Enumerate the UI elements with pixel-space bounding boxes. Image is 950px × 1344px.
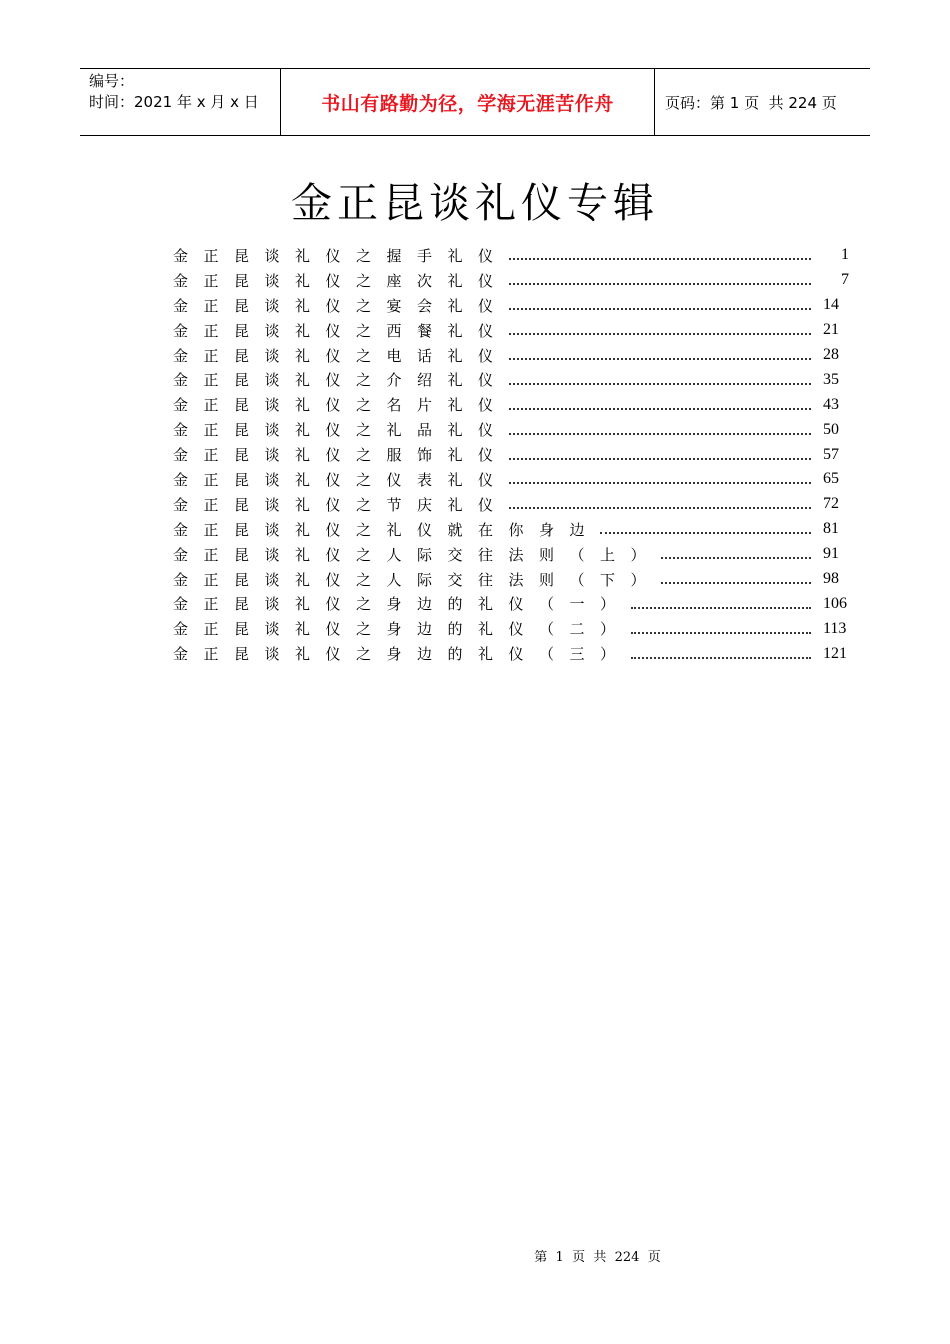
toc-entry-title: 金正昆谈礼仪之名片礼仪 <box>173 396 509 415</box>
toc-leader-dots <box>509 506 811 509</box>
toc-entry[interactable] <box>173 442 863 467</box>
toc-entry-page: 43 <box>823 395 839 413</box>
document-number-label: 编号： <box>89 72 135 90</box>
header-motto-cell <box>281 69 655 135</box>
toc-entry-page: 81 <box>823 520 839 538</box>
toc-entry-title: 金正昆谈礼仪之宴会礼仪 <box>173 296 509 315</box>
toc-leader-dots <box>509 457 811 460</box>
toc-entry[interactable] <box>173 467 863 492</box>
toc-entry-title: 金正昆谈礼仪之握手礼仪 <box>173 246 509 265</box>
toc-entry-page: 98 <box>823 570 839 588</box>
toc-entry-page: 72 <box>823 495 839 513</box>
toc-leader-dots <box>509 432 811 435</box>
table-of-contents <box>173 243 863 666</box>
toc-leader-dots <box>509 407 811 410</box>
toc-leader-dots <box>661 581 811 584</box>
toc-entry-title: 金正昆谈礼仪之礼品礼仪 <box>173 421 509 440</box>
toc-leader-dots <box>661 556 811 559</box>
toc-entry-title: 金正昆谈礼仪之礼仪就在你身边 <box>173 520 601 539</box>
toc-entry-title: 金正昆谈礼仪之人际交往法则（下） <box>173 570 662 589</box>
toc-entry-title: 金正昆谈礼仪之座次礼仪 <box>173 271 509 290</box>
toc-entry[interactable] <box>173 343 863 368</box>
toc-leader-dots <box>631 606 811 609</box>
toc-entry-title: 金正昆谈礼仪之人际交往法则（上） <box>173 545 662 564</box>
toc-entry-page: 65 <box>823 470 839 488</box>
toc-entry[interactable] <box>173 591 863 616</box>
toc-leader-dots <box>631 656 811 659</box>
page-footer: 第 1 页 共 224 页 <box>534 1250 661 1265</box>
toc-leader-dots <box>509 307 811 310</box>
toc-leader-dots <box>509 357 811 360</box>
toc-entry-page: 91 <box>823 545 839 563</box>
toc-entry[interactable] <box>173 318 863 343</box>
toc-leader-dots <box>631 631 811 634</box>
toc-entry[interactable] <box>173 517 863 542</box>
toc-entry-title: 金正昆谈礼仪之仪表礼仪 <box>173 470 509 489</box>
toc-entry[interactable] <box>173 417 863 442</box>
toc-entry-title: 金正昆谈礼仪之西餐礼仪 <box>173 321 509 340</box>
toc-entry-page: 1 <box>841 246 849 264</box>
toc-entry[interactable] <box>173 243 863 268</box>
toc-entry-page: 28 <box>823 346 839 363</box>
toc-entry[interactable] <box>173 542 863 567</box>
toc-entry-page: 50 <box>823 420 839 438</box>
header-meta <box>80 69 281 135</box>
toc-entry-title: 金正昆谈礼仪之服饰礼仪 <box>173 446 509 465</box>
toc-entry-title: 金正昆谈礼仪之电话礼仪 <box>173 346 509 365</box>
toc-entry-title: 金正昆谈礼仪之介绍礼仪 <box>173 371 509 390</box>
toc-leader-dots <box>509 332 811 335</box>
toc-entry-page: 57 <box>823 445 839 463</box>
toc-entry-page: 21 <box>823 321 839 339</box>
toc-entry[interactable] <box>173 641 863 666</box>
toc-entry-page: 7 <box>841 271 849 289</box>
toc-entry-page: 14 <box>823 296 839 314</box>
toc-leader-dots <box>509 282 811 285</box>
toc-entry-page: 113 <box>823 619 847 637</box>
toc-entry-title: 金正昆谈礼仪之身边的礼仪（一） <box>173 595 631 614</box>
toc-entry-page: 121 <box>823 644 847 662</box>
toc-entry[interactable] <box>173 392 863 417</box>
toc-leader-dots <box>509 382 811 385</box>
toc-entry[interactable] <box>173 367 863 392</box>
header-page-info: 页码：第 1 页 共 224 页 <box>665 93 837 112</box>
toc-entry[interactable] <box>173 268 863 293</box>
toc-entry-page: 35 <box>823 370 839 388</box>
toc-entry-title: 金正昆谈礼仪之身边的礼仪（二） <box>173 620 631 639</box>
document-header <box>80 68 870 136</box>
header-motto: 书山有路勤为径，学海无涯苦作舟 <box>321 92 614 115</box>
toc-entry[interactable] <box>173 293 863 318</box>
toc-leader-dots <box>509 481 811 484</box>
toc-entry-page: 106 <box>823 594 847 612</box>
toc-entry-title: 金正昆谈礼仪之节庆礼仪 <box>173 495 509 514</box>
document-date-label: 时间：2021 年 x 月 x 日 <box>89 93 259 111</box>
toc-entry[interactable] <box>173 492 863 517</box>
toc-leader-dots <box>509 257 811 260</box>
toc-entry[interactable] <box>173 567 863 592</box>
toc-leader-dots <box>600 531 811 534</box>
document-title: 金正昆谈礼仪专辑 <box>291 179 659 227</box>
toc-entry[interactable] <box>173 616 863 641</box>
toc-entry-title: 金正昆谈礼仪之身边的礼仪（三） <box>173 645 631 664</box>
